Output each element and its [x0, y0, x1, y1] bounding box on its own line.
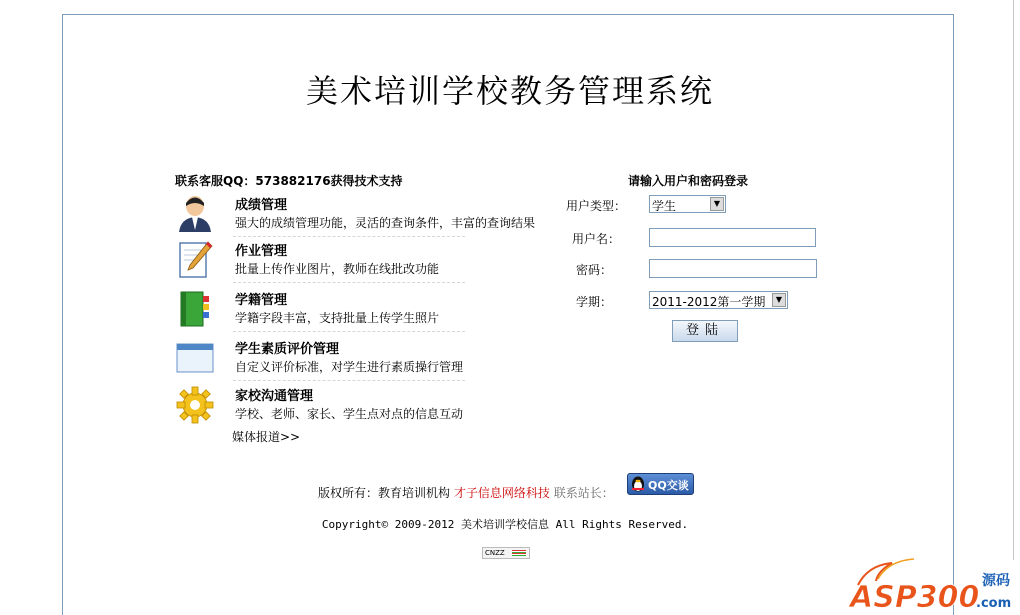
owner-label: 版权所有：教育培训机构 — [318, 486, 451, 500]
user-type-select[interactable] — [649, 195, 726, 213]
user-icon — [175, 194, 215, 234]
term-value: 2011-2012第一学期 — [652, 295, 766, 309]
cnzz-counter-badge[interactable] — [482, 547, 530, 559]
divider — [233, 331, 465, 332]
asp300-watermark-logo — [848, 557, 1020, 613]
login-button[interactable]: 登陆 — [672, 320, 738, 342]
feature-evaluation — [175, 338, 475, 382]
contact-label: 联系站长： — [553, 486, 614, 500]
company-link[interactable]: 才子信息网络科技 — [453, 486, 550, 500]
feature-desc: 学校、老师、家长、学生点对点的信息互动 — [235, 407, 464, 421]
term-select[interactable] — [649, 291, 788, 309]
pencil-document-icon — [175, 240, 215, 280]
footer-owner — [318, 484, 614, 501]
password-label: 密码： — [575, 263, 612, 277]
feature-desc: 批量上传作业图片，教师在线批改功能 — [235, 262, 440, 276]
feature-name: 学籍管理 — [235, 293, 288, 308]
divider — [233, 236, 465, 237]
green-book-icon — [175, 289, 215, 329]
qq-chat-button[interactable] — [627, 473, 694, 495]
feature-grades — [175, 194, 536, 238]
copyright-line: Copyright© 2009-2012 美术培训学校信息 All Rights Reserved. — [321, 518, 689, 531]
svg-text:ASP300: ASP300 — [850, 580, 980, 613]
password-input[interactable] — [649, 259, 817, 278]
username-input[interactable] — [649, 228, 816, 247]
feature-name: 家校沟通管理 — [235, 389, 314, 404]
divider — [233, 380, 465, 381]
chevron-down-icon[interactable]: ▼ — [710, 197, 724, 211]
feature-desc: 学籍字段丰富，支持批量上传学生照片 — [235, 311, 440, 325]
feature-homework — [175, 240, 475, 284]
feature-enrollment — [175, 289, 475, 333]
login-heading: 请输入用户和密码登录 — [628, 174, 749, 188]
qq-penguin-icon — [630, 475, 646, 493]
divider — [233, 282, 465, 283]
term-label: 学期： — [575, 295, 612, 309]
counter-label: CNZZ — [485, 549, 505, 557]
user-type-value: 学生 — [652, 199, 677, 213]
feature-desc: 强大的成绩管理功能，灵活的查询条件，丰富的查询结果 — [235, 216, 536, 230]
user-type-label: 用户类型： — [565, 199, 626, 213]
feature-desc: 自定义评价标准，对学生进行素质操行管理 — [235, 360, 464, 374]
svg-text:.com: .com — [976, 596, 1012, 611]
feature-communication — [175, 385, 475, 429]
qq-chat-label: QQ交谈 — [648, 479, 689, 492]
gear-icon — [175, 385, 215, 425]
username-label: 用户名： — [571, 232, 620, 246]
feature-name: 作业管理 — [235, 244, 288, 259]
support-contact: 联系客服QQ：573882176获得技术支持 — [175, 174, 403, 188]
media-reports-link[interactable]: 媒体报道>> — [232, 430, 301, 444]
counter-bars-icon — [512, 550, 526, 556]
window-icon — [175, 338, 215, 378]
page-title: 美术培训学校教务管理系统 — [305, 72, 714, 110]
feature-name: 成绩管理 — [235, 198, 288, 213]
feature-name: 学生素质评价管理 — [235, 342, 340, 357]
chevron-down-icon[interactable]: ▼ — [772, 293, 786, 307]
svg-text:源码: 源码 — [982, 573, 1010, 589]
